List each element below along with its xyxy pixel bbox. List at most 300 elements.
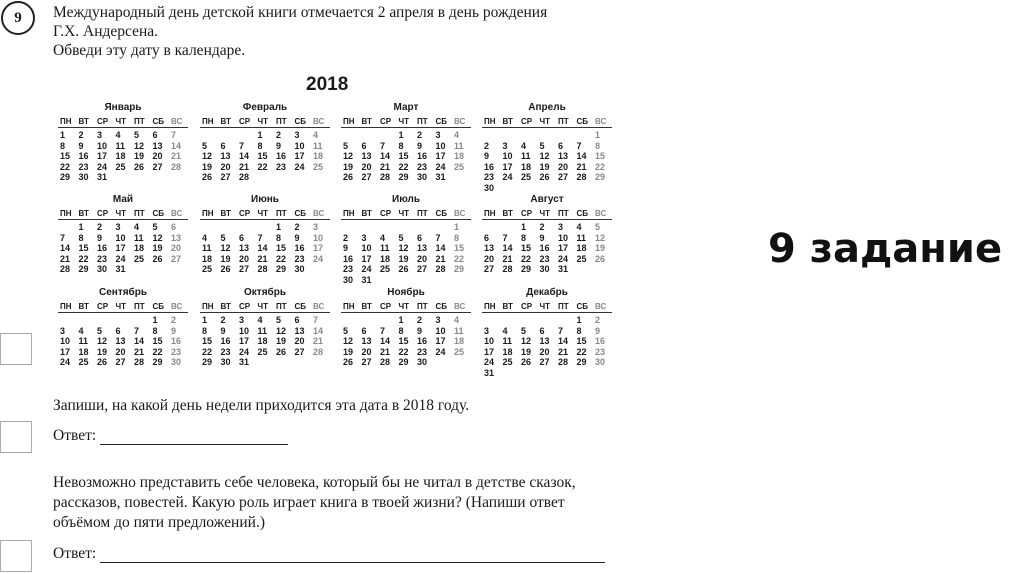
- day-cell[interactable]: 19: [343, 346, 354, 357]
- day-cell[interactable]: 20: [239, 253, 250, 264]
- day-cell[interactable]: 25: [502, 357, 513, 367]
- day-cell[interactable]: 9: [97, 232, 103, 243]
- day-cell[interactable]: 20: [115, 346, 126, 357]
- day-cell[interactable]: 1: [152, 315, 158, 325]
- day-cell[interactable]: 17: [435, 336, 446, 346]
- day-cell[interactable]: 29: [78, 264, 89, 274]
- day-cell[interactable]: 9: [276, 140, 282, 151]
- answer-1-line[interactable]: [100, 429, 288, 445]
- day-cell[interactable]: 25: [115, 161, 126, 172]
- day-cell[interactable]: 6: [558, 140, 564, 151]
- day-cell[interactable]: 30: [343, 274, 354, 285]
- day-cell[interactable]: 4: [454, 130, 460, 140]
- day-cell[interactable]: 14: [558, 336, 569, 346]
- day-cell[interactable]: 2: [595, 315, 601, 325]
- day-cell[interactable]: 11: [115, 140, 126, 151]
- day-cell[interactable]: 5: [398, 232, 404, 243]
- day-cell[interactable]: 9: [417, 140, 423, 151]
- day-cell[interactable]: 27: [417, 264, 428, 274]
- day-cell[interactable]: 9: [484, 151, 490, 161]
- day-cell[interactable]: 3: [60, 325, 66, 336]
- day-cell[interactable]: 18: [115, 151, 126, 161]
- day-cell[interactable]: 20: [558, 161, 569, 172]
- day-cell[interactable]: 14: [60, 243, 71, 253]
- day-cell[interactable]: 2: [294, 222, 300, 232]
- day-cell[interactable]: 22: [60, 161, 71, 172]
- day-cell[interactable]: 10: [435, 140, 446, 151]
- day-cell[interactable]: 4: [78, 325, 84, 336]
- day-cell[interactable]: 11: [454, 140, 464, 151]
- day-cell[interactable]: 12: [152, 232, 163, 243]
- day-cell[interactable]: 25: [454, 346, 465, 357]
- day-cell[interactable]: 3: [435, 315, 441, 325]
- day-cell[interactable]: 21: [380, 161, 391, 172]
- day-cell[interactable]: 29: [398, 357, 409, 367]
- day-cell[interactable]: 22: [454, 253, 465, 264]
- day-cell[interactable]: 26: [220, 264, 231, 274]
- day-cell[interactable]: 4: [202, 232, 208, 243]
- day-cell[interactable]: 6: [484, 232, 490, 243]
- day-cell[interactable]: 22: [78, 253, 89, 264]
- day-cell[interactable]: 10: [239, 325, 250, 336]
- day-cell[interactable]: 7: [380, 140, 386, 151]
- day-cell[interactable]: 19: [595, 243, 606, 253]
- day-cell[interactable]: 8: [398, 325, 404, 336]
- day-cell[interactable]: 5: [343, 325, 349, 336]
- day-cell[interactable]: 26: [134, 161, 145, 172]
- day-cell[interactable]: 10: [294, 140, 305, 151]
- day-cell[interactable]: 15: [78, 243, 89, 253]
- day-cell[interactable]: 24: [239, 346, 250, 357]
- day-cell[interactable]: 4: [502, 325, 508, 336]
- day-cell[interactable]: 5: [134, 130, 140, 140]
- day-cell[interactable]: 10: [484, 336, 495, 346]
- day-cell[interactable]: 3: [361, 232, 367, 243]
- day-cell[interactable]: 18: [78, 346, 89, 357]
- day-cell[interactable]: 21: [60, 253, 71, 264]
- day-cell[interactable]: 21: [380, 346, 391, 357]
- day-cell[interactable]: 26: [539, 172, 550, 182]
- day-cell[interactable]: 16: [417, 336, 428, 346]
- day-cell[interactable]: 3: [239, 315, 245, 325]
- day-cell[interactable]: 13: [152, 140, 163, 151]
- day-cell[interactable]: 2: [220, 315, 226, 325]
- day-cell[interactable]: 15: [398, 336, 409, 346]
- day-cell[interactable]: 10: [313, 232, 324, 243]
- day-cell[interactable]: 3: [484, 325, 490, 336]
- day-cell[interactable]: 10: [558, 232, 569, 243]
- day-cell[interactable]: 3: [294, 130, 300, 140]
- day-cell[interactable]: 17: [558, 243, 569, 253]
- day-cell[interactable]: 30: [417, 357, 428, 367]
- day-cell[interactable]: 15: [595, 151, 606, 161]
- day-cell[interactable]: 21: [576, 161, 587, 172]
- day-cell[interactable]: 29: [276, 264, 287, 274]
- day-cell[interactable]: 15: [521, 243, 532, 253]
- day-cell[interactable]: 11: [313, 140, 323, 151]
- day-cell[interactable]: 29: [576, 357, 587, 367]
- day-cell[interactable]: 25: [134, 253, 145, 264]
- day-cell[interactable]: 16: [97, 243, 108, 253]
- day-cell[interactable]: 27: [539, 357, 550, 367]
- day-cell[interactable]: 17: [115, 243, 126, 253]
- day-cell[interactable]: 21: [171, 151, 182, 161]
- day-cell[interactable]: 13: [171, 232, 182, 243]
- day-cell[interactable]: 22: [595, 161, 606, 172]
- day-cell[interactable]: 3: [435, 130, 441, 140]
- day-cell[interactable]: 18: [454, 336, 465, 346]
- day-cell[interactable]: 31: [558, 264, 569, 274]
- day-cell[interactable]: 7: [435, 232, 441, 243]
- day-cell[interactable]: 4: [115, 130, 121, 140]
- day-cell[interactable]: 11: [202, 243, 212, 253]
- day-cell[interactable]: 1: [454, 222, 460, 232]
- day-cell[interactable]: 19: [202, 161, 213, 172]
- day-cell[interactable]: 24: [435, 346, 446, 357]
- day-cell[interactable]: 21: [239, 161, 250, 172]
- day-cell[interactable]: 12: [539, 151, 550, 161]
- day-cell[interactable]: 2: [78, 130, 84, 140]
- day-cell[interactable]: 12: [595, 232, 606, 243]
- day-cell[interactable]: 1: [202, 315, 208, 325]
- day-cell[interactable]: 12: [97, 336, 108, 346]
- day-cell[interactable]: 17: [294, 151, 305, 161]
- day-cell[interactable]: 27: [361, 357, 372, 367]
- day-cell[interactable]: 22: [257, 161, 268, 172]
- day-cell[interactable]: 12: [276, 325, 287, 336]
- day-cell[interactable]: 15: [276, 243, 287, 253]
- day-cell[interactable]: 29: [202, 357, 213, 367]
- day-cell[interactable]: 27: [171, 253, 182, 264]
- day-cell[interactable]: 22: [521, 253, 532, 264]
- day-cell[interactable]: 29: [595, 172, 606, 182]
- day-cell[interactable]: 21: [134, 346, 145, 357]
- day-cell[interactable]: 9: [539, 232, 545, 243]
- day-cell[interactable]: 27: [220, 172, 231, 182]
- day-cell[interactable]: 19: [343, 161, 354, 172]
- answer-checkbox-1[interactable]: [0, 333, 32, 365]
- day-cell[interactable]: 8: [78, 232, 84, 243]
- day-cell[interactable]: 30: [97, 264, 108, 274]
- day-cell[interactable]: 6: [171, 222, 177, 232]
- day-cell[interactable]: 10: [60, 336, 71, 346]
- day-cell[interactable]: 17: [435, 151, 446, 161]
- day-cell[interactable]: 23: [539, 253, 550, 264]
- day-cell[interactable]: 15: [398, 151, 409, 161]
- day-cell[interactable]: 28: [380, 357, 391, 367]
- day-cell[interactable]: 26: [97, 357, 108, 367]
- day-cell[interactable]: 24: [313, 253, 324, 264]
- day-cell[interactable]: 24: [435, 161, 446, 172]
- day-cell[interactable]: 21: [313, 336, 324, 346]
- day-cell[interactable]: 14: [257, 243, 268, 253]
- day-cell[interactable]: 5: [276, 315, 282, 325]
- day-cell[interactable]: 6: [220, 140, 226, 151]
- day-cell[interactable]: 8: [152, 325, 158, 336]
- day-cell[interactable]: 4: [576, 222, 582, 232]
- day-cell[interactable]: 18: [380, 253, 391, 264]
- day-cell[interactable]: 3: [502, 140, 508, 151]
- day-cell[interactable]: 2: [276, 130, 282, 140]
- day-cell[interactable]: 17: [484, 346, 495, 357]
- day-cell[interactable]: 24: [97, 161, 108, 172]
- day-cell[interactable]: 28: [502, 264, 513, 274]
- day-cell[interactable]: 1: [276, 222, 282, 232]
- day-cell[interactable]: 23: [220, 346, 231, 357]
- day-cell[interactable]: 9: [595, 325, 601, 336]
- day-cell[interactable]: 3: [313, 222, 319, 232]
- day-cell[interactable]: 1: [576, 315, 582, 325]
- day-cell[interactable]: 20: [361, 346, 372, 357]
- day-cell[interactable]: 18: [313, 151, 324, 161]
- day-cell[interactable]: 22: [398, 346, 409, 357]
- day-cell[interactable]: 16: [294, 243, 305, 253]
- day-cell[interactable]: 20: [417, 253, 428, 264]
- day-cell[interactable]: 23: [294, 253, 305, 264]
- day-cell[interactable]: 24: [484, 357, 495, 367]
- day-cell[interactable]: 30: [595, 357, 606, 367]
- day-cell[interactable]: 9: [220, 325, 226, 336]
- day-cell[interactable]: 16: [417, 151, 428, 161]
- day-cell[interactable]: 5: [521, 325, 527, 336]
- day-cell[interactable]: 29: [454, 264, 465, 274]
- day-cell[interactable]: 8: [521, 232, 527, 243]
- day-cell[interactable]: 15: [202, 336, 213, 346]
- day-cell[interactable]: 14: [380, 336, 391, 346]
- day-cell[interactable]: 23: [78, 161, 89, 172]
- answer-checkbox-2[interactable]: [0, 421, 32, 453]
- day-cell[interactable]: 12: [343, 151, 354, 161]
- day-cell[interactable]: 6: [417, 232, 423, 243]
- day-cell[interactable]: 6: [294, 315, 300, 325]
- day-cell[interactable]: 19: [220, 253, 231, 264]
- day-cell[interactable]: 9: [294, 232, 300, 243]
- day-cell[interactable]: 6: [239, 232, 245, 243]
- day-cell[interactable]: 21: [558, 346, 569, 357]
- day-cell[interactable]: 10: [502, 151, 513, 161]
- day-cell[interactable]: 12: [343, 336, 354, 346]
- day-cell[interactable]: 15: [257, 151, 268, 161]
- day-cell[interactable]: 31: [115, 264, 126, 274]
- day-cell[interactable]: 10: [115, 232, 126, 243]
- day-cell[interactable]: 30: [539, 264, 550, 274]
- day-cell[interactable]: 29: [521, 264, 532, 274]
- day-cell[interactable]: 23: [595, 346, 606, 357]
- day-cell[interactable]: 16: [276, 151, 287, 161]
- day-cell[interactable]: 14: [239, 151, 250, 161]
- day-cell[interactable]: 16: [171, 336, 182, 346]
- day-cell[interactable]: 23: [417, 161, 428, 172]
- day-cell[interactable]: 16: [484, 161, 495, 172]
- day-cell[interactable]: 1: [78, 222, 84, 232]
- day-cell[interactable]: 12: [220, 243, 231, 253]
- day-cell[interactable]: 15: [60, 151, 71, 161]
- day-cell[interactable]: 13: [539, 336, 550, 346]
- day-cell[interactable]: 28: [257, 264, 268, 274]
- day-cell[interactable]: 22: [576, 346, 587, 357]
- day-cell[interactable]: 1: [595, 130, 601, 140]
- day-cell[interactable]: 27: [558, 172, 569, 182]
- day-cell[interactable]: 12: [521, 336, 532, 346]
- day-cell[interactable]: 7: [576, 140, 582, 151]
- day-cell[interactable]: 11: [521, 151, 531, 161]
- day-cell[interactable]: 8: [595, 140, 601, 151]
- day-cell[interactable]: 4: [313, 130, 319, 140]
- day-cell[interactable]: 28: [380, 172, 391, 182]
- day-cell[interactable]: 21: [502, 253, 513, 264]
- day-cell[interactable]: 30: [484, 182, 495, 193]
- day-cell[interactable]: 6: [361, 325, 367, 336]
- day-cell[interactable]: 14: [171, 140, 182, 151]
- day-cell[interactable]: 14: [576, 151, 587, 161]
- day-cell[interactable]: 11: [78, 336, 89, 346]
- day-cell[interactable]: 2: [417, 315, 423, 325]
- day-cell[interactable]: 20: [220, 161, 231, 172]
- day-cell[interactable]: 8: [276, 232, 282, 243]
- day-cell[interactable]: 23: [484, 172, 495, 182]
- day-cell[interactable]: 20: [539, 346, 550, 357]
- day-cell[interactable]: 15: [152, 336, 163, 346]
- day-cell[interactable]: 9: [171, 325, 177, 336]
- day-cell[interactable]: 1: [257, 130, 263, 140]
- day-cell[interactable]: 2: [417, 130, 423, 140]
- day-cell[interactable]: 31: [484, 367, 495, 378]
- day-cell[interactable]: 9: [343, 243, 349, 253]
- day-cell[interactable]: 18: [454, 151, 465, 161]
- day-cell[interactable]: 9: [417, 325, 423, 336]
- day-cell[interactable]: 11: [502, 336, 513, 346]
- day-cell[interactable]: 5: [97, 325, 103, 336]
- day-cell[interactable]: 7: [257, 232, 263, 243]
- day-cell[interactable]: 30: [417, 172, 428, 182]
- day-cell[interactable]: 8: [576, 325, 582, 336]
- day-cell[interactable]: 31: [97, 172, 108, 182]
- day-cell[interactable]: 25: [313, 161, 324, 172]
- day-cell[interactable]: 8: [398, 140, 404, 151]
- day-cell[interactable]: 5: [202, 140, 208, 151]
- day-cell[interactable]: 4: [134, 222, 140, 232]
- day-cell[interactable]: 2: [484, 140, 490, 151]
- day-cell[interactable]: 22: [152, 346, 163, 357]
- day-cell[interactable]: 7: [171, 130, 177, 140]
- day-cell[interactable]: 23: [171, 346, 182, 357]
- day-cell[interactable]: 29: [60, 172, 71, 182]
- day-cell[interactable]: 30: [78, 172, 89, 182]
- day-cell[interactable]: 24: [294, 161, 305, 172]
- day-cell[interactable]: 31: [239, 357, 250, 367]
- day-cell[interactable]: 19: [539, 161, 550, 172]
- day-cell[interactable]: 13: [239, 243, 250, 253]
- day-cell[interactable]: 25: [454, 161, 465, 172]
- day-cell[interactable]: 25: [78, 357, 89, 367]
- day-cell[interactable]: 13: [361, 151, 372, 161]
- day-cell[interactable]: 26: [521, 357, 532, 367]
- day-cell[interactable]: 14: [134, 336, 145, 346]
- day-cell[interactable]: 16: [78, 151, 89, 161]
- day-cell[interactable]: 24: [115, 253, 126, 264]
- day-cell[interactable]: 20: [171, 243, 182, 253]
- day-cell[interactable]: 26: [343, 172, 354, 182]
- day-cell[interactable]: 2: [343, 232, 349, 243]
- day-cell[interactable]: 7: [134, 325, 140, 336]
- day-cell[interactable]: 14: [435, 243, 446, 253]
- day-cell[interactable]: 1: [398, 315, 404, 325]
- day-cell[interactable]: 13: [361, 336, 372, 346]
- day-cell[interactable]: 4: [521, 140, 527, 151]
- day-cell[interactable]: 22: [398, 161, 409, 172]
- day-cell[interactable]: 9: [78, 140, 84, 151]
- day-cell[interactable]: 28: [171, 161, 182, 172]
- day-cell[interactable]: 10: [361, 243, 372, 253]
- day-cell[interactable]: 13: [484, 243, 495, 253]
- day-cell[interactable]: 19: [152, 243, 163, 253]
- day-cell[interactable]: 11: [576, 232, 587, 243]
- day-cell[interactable]: 18: [521, 161, 532, 172]
- day-cell[interactable]: 6: [539, 325, 545, 336]
- day-cell[interactable]: 21: [257, 253, 268, 264]
- day-cell[interactable]: 28: [435, 264, 446, 274]
- day-cell[interactable]: 7: [380, 325, 386, 336]
- day-cell[interactable]: 10: [97, 140, 108, 151]
- day-cell[interactable]: 16: [220, 336, 231, 346]
- day-cell[interactable]: 30: [294, 264, 305, 274]
- day-cell[interactable]: 15: [576, 336, 587, 346]
- day-cell[interactable]: 18: [576, 243, 587, 253]
- day-cell[interactable]: 24: [558, 253, 569, 264]
- day-cell[interactable]: 26: [398, 264, 409, 274]
- day-cell[interactable]: 13: [417, 243, 428, 253]
- day-cell[interactable]: 11: [454, 325, 464, 336]
- day-cell[interactable]: 29: [398, 172, 409, 182]
- day-cell[interactable]: 1: [398, 130, 404, 140]
- day-cell[interactable]: 25: [202, 264, 213, 274]
- day-cell[interactable]: 12: [202, 151, 213, 161]
- day-cell[interactable]: 5: [220, 232, 226, 243]
- day-cell[interactable]: 23: [343, 264, 354, 274]
- day-cell[interactable]: 23: [97, 253, 108, 264]
- day-cell[interactable]: 22: [202, 346, 213, 357]
- day-cell[interactable]: 17: [97, 151, 108, 161]
- day-cell[interactable]: 13: [220, 151, 231, 161]
- day-cell[interactable]: 27: [294, 346, 305, 357]
- day-cell[interactable]: 25: [380, 264, 391, 274]
- day-cell[interactable]: 18: [134, 243, 145, 253]
- day-cell[interactable]: 11: [257, 325, 268, 336]
- day-cell[interactable]: 5: [595, 222, 601, 232]
- day-cell[interactable]: 17: [313, 243, 324, 253]
- day-cell[interactable]: 10: [435, 325, 446, 336]
- day-cell[interactable]: 5: [539, 140, 545, 151]
- day-cell[interactable]: 30: [171, 357, 182, 367]
- day-cell[interactable]: 23: [276, 161, 287, 172]
- day-cell[interactable]: 6: [361, 140, 367, 151]
- day-cell[interactable]: 5: [152, 222, 158, 232]
- day-cell[interactable]: 26: [202, 172, 213, 182]
- day-cell[interactable]: 14: [313, 325, 324, 336]
- day-cell[interactable]: 16: [595, 336, 606, 346]
- day-cell[interactable]: 21: [435, 253, 446, 264]
- day-cell[interactable]: 24: [361, 264, 372, 274]
- day-cell[interactable]: 19: [276, 336, 287, 346]
- day-cell[interactable]: 14: [380, 151, 391, 161]
- day-cell[interactable]: 18: [202, 253, 213, 264]
- day-cell[interactable]: 3: [558, 222, 564, 232]
- day-cell[interactable]: 15: [454, 243, 465, 253]
- day-cell[interactable]: 12: [398, 243, 409, 253]
- day-cell[interactable]: 26: [152, 253, 163, 264]
- day-cell[interactable]: 3: [115, 222, 121, 232]
- day-cell[interactable]: 7: [502, 232, 508, 243]
